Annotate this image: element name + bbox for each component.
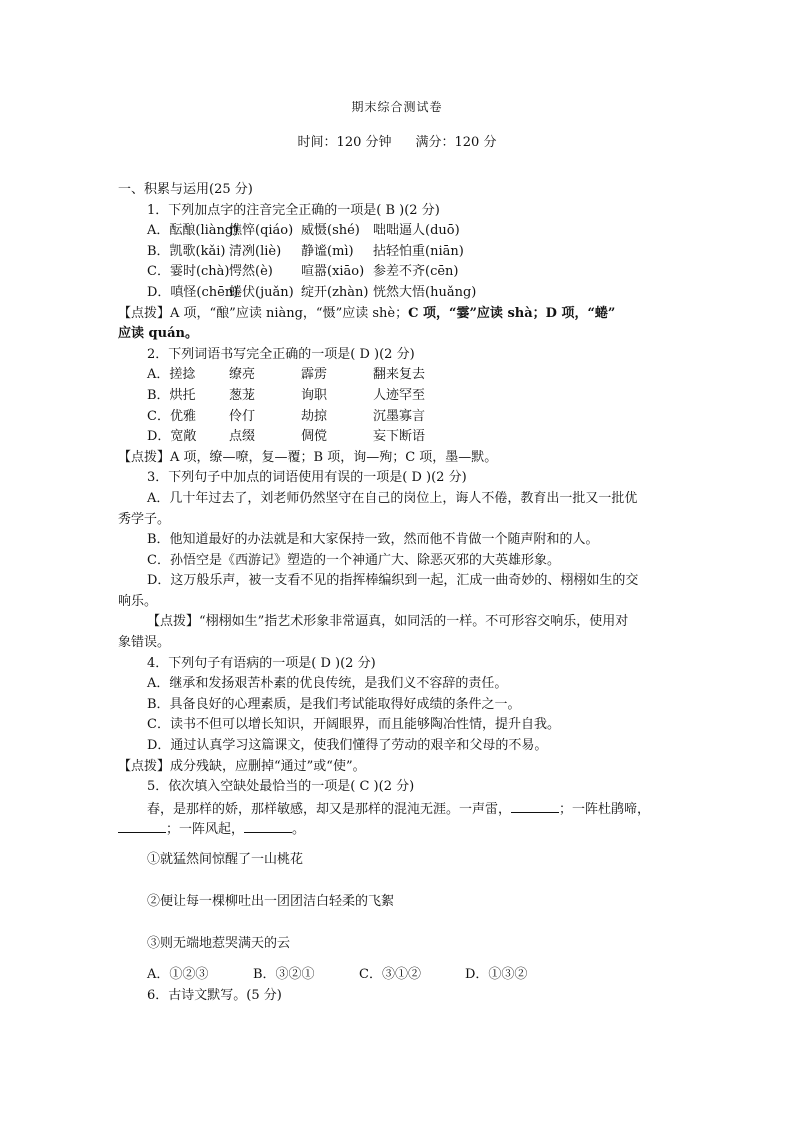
question-5-item-2: ②便让每一棵柳吐出一团团洁白轻柔的飞絮 xyxy=(147,894,395,909)
blank-2 xyxy=(118,818,166,833)
choice-a: A．①②③ xyxy=(147,967,209,982)
option-term: B．凯歌(kǎi) xyxy=(147,243,226,259)
question-3-tip-cont: 象错误。 xyxy=(118,635,171,651)
exam-time: 时间：120 分钟 xyxy=(297,135,392,150)
question-3-option-d: D．这万般乐声，被一支看不见的指挥棒编织到一起，汇成一曲奇妙的、栩栩如生的交 xyxy=(147,573,639,589)
option-term: 静谧(mì) xyxy=(301,243,354,259)
option-term: 沉墨寡言 xyxy=(373,408,426,424)
question-1-option-b xyxy=(118,242,678,263)
question-4-tip: 【点拨】成分残缺，应删掉“通过”或“使”。 xyxy=(118,758,366,774)
option-term: 恍然大悟(huǎng) xyxy=(373,284,477,300)
question-6-stem: 6．古诗文默写。(5 分) xyxy=(147,987,282,1003)
blank-3 xyxy=(244,818,292,833)
option-term: 翻来复去 xyxy=(373,367,426,383)
choice-b: B．③②① xyxy=(253,967,315,982)
choice-c: C．③①② xyxy=(359,967,421,982)
question-1-stem: 1．下列加点字的注音完全正确的一项是( B )(2 分) xyxy=(147,202,440,218)
question-1-option-a xyxy=(118,221,678,242)
question-4-option-b: B．具备良好的心理素质，是我们考试能取得好成绩的条件之一。 xyxy=(147,696,521,712)
question-4-option-c: C．读书不但可以增长知识，开阔眼界，而且能够陶冶性情，提升自我。 xyxy=(147,717,560,733)
question-2-stem: 2．下列词语书写完全正确的一项是( D )(2 分) xyxy=(147,346,415,362)
choice-d: D．①③② xyxy=(465,967,528,982)
option-term: 伶仃 xyxy=(229,408,256,424)
blank-1 xyxy=(511,798,559,813)
option-term: 愕然(è) xyxy=(229,264,273,280)
option-term: 劫掠 xyxy=(301,408,328,424)
question-4-option-a: A．继承和发扬艰苦朴素的优良传统，是我们义不容辞的责任。 xyxy=(147,676,508,692)
option-term: 缭亮 xyxy=(229,367,256,383)
option-term: 葱茏 xyxy=(229,387,256,403)
question-2-tip: 【点拨】A 项，缭—嘹，复—覆；B 项，询—殉；C 项，墨—默。 xyxy=(118,449,498,465)
question-2-option-b xyxy=(118,386,678,407)
option-term: 喧嚣(xiāo) xyxy=(301,264,365,280)
option-term: 倜傥 xyxy=(301,429,328,445)
exam-score: 满分：120 分 xyxy=(415,135,497,150)
page-title: 期末综合测试卷 xyxy=(351,100,443,114)
option-term: B．烘托 xyxy=(147,387,196,403)
option-term: A．搓捻 xyxy=(147,367,196,383)
option-term: 拈轻怕重(niān) xyxy=(373,243,464,259)
question-3-option-a: A．几十年过去了，刘老师仍然坚守在自己的岗位上，诲人不倦，教育出一批又一批优 xyxy=(147,490,638,506)
question-3-option-d-cont: 响乐。 xyxy=(118,593,158,609)
question-5-stem: 5．依次填入空缺处最恰当的一项是( C )(2 分) xyxy=(147,779,415,795)
question-2-option-a xyxy=(118,365,678,386)
question-5-choices xyxy=(118,965,678,986)
question-2-option-d xyxy=(118,427,678,448)
option-term: 点缀 xyxy=(229,429,256,445)
section-heading: 一、积累与运用(25 分) xyxy=(118,182,253,197)
question-4-stem: 4．下列句子有语病的一项是( D )(2 分) xyxy=(147,655,376,671)
question-1-tip: 【点拨】A 项，“酿”应读 niàng，“慑”应读 shè；C 项，“霎”应读 shà；D 项，“蜷” xyxy=(118,305,616,321)
option-term: 人迹罕至 xyxy=(373,387,426,403)
option-term: D．嗔怪(chēn) xyxy=(147,284,239,300)
option-term: 清冽(liè) xyxy=(229,243,282,259)
exam-meta xyxy=(0,131,794,150)
question-3-option-a-cont: 秀学子。 xyxy=(118,511,171,527)
option-term: 憔悴(qiáo) xyxy=(229,223,294,239)
question-5-item-3: ③则无端地惹哭满天的云 xyxy=(147,936,291,951)
question-5-passage: 春，是那样的娇，那样敏感，却又是那样的混沌无涯。一声雷， ；一阵杜鹃啼， xyxy=(118,798,678,819)
option-term: 蜷伏(juǎn) xyxy=(229,284,294,300)
question-1-option-d xyxy=(118,283,678,304)
option-term: 霹雳 xyxy=(301,367,328,383)
exam-content xyxy=(118,180,678,1006)
option-term: 绽开(zhàn) xyxy=(301,284,369,300)
question-3-option-b: B．他知道最好的办法就是和大家保持一致，然而他不肯做一个随声附和的人。 xyxy=(147,532,599,548)
option-term: 咄咄逼人(duō) xyxy=(373,223,460,239)
question-2-option-c xyxy=(118,407,678,428)
question-3-stem: 3．下列句子中加点的词语使用有误的一项是( D )(2 分) xyxy=(147,470,467,486)
question-3-option-c: C．孙悟空是《西游记》塑造的一个神通广大、除恶灭邪的大英雄形象。 xyxy=(147,552,560,568)
option-term: C．优雅 xyxy=(147,408,196,424)
question-3-tip: 【点拨】“栩栩如生”指艺术形象非常逼真，如同活的一样。不可形容交响乐，使用对 xyxy=(147,614,629,630)
question-5-passage-cont: ；一阵风起， 。 xyxy=(118,818,678,839)
option-term: 威慑(shé) xyxy=(301,223,360,239)
option-term: 参差不齐(cēn) xyxy=(373,264,459,280)
option-term: A．酝酿(liàng) xyxy=(147,223,239,239)
question-4-option-d: D．通过认真学习这篇课文，使我们懂得了劳动的艰辛和父母的不易。 xyxy=(147,738,548,754)
question-1-option-c xyxy=(118,262,678,283)
option-term: D．宽敞 xyxy=(147,429,197,445)
question-5-item-1: ①就猛然间惊醒了一山桃花 xyxy=(147,852,304,867)
option-term: C．霎时(chà) xyxy=(147,264,230,280)
option-term: 询职 xyxy=(301,387,328,403)
option-term: 妄下断语 xyxy=(373,429,426,445)
question-1-tip-cont: 应读 quán。 xyxy=(118,326,198,342)
